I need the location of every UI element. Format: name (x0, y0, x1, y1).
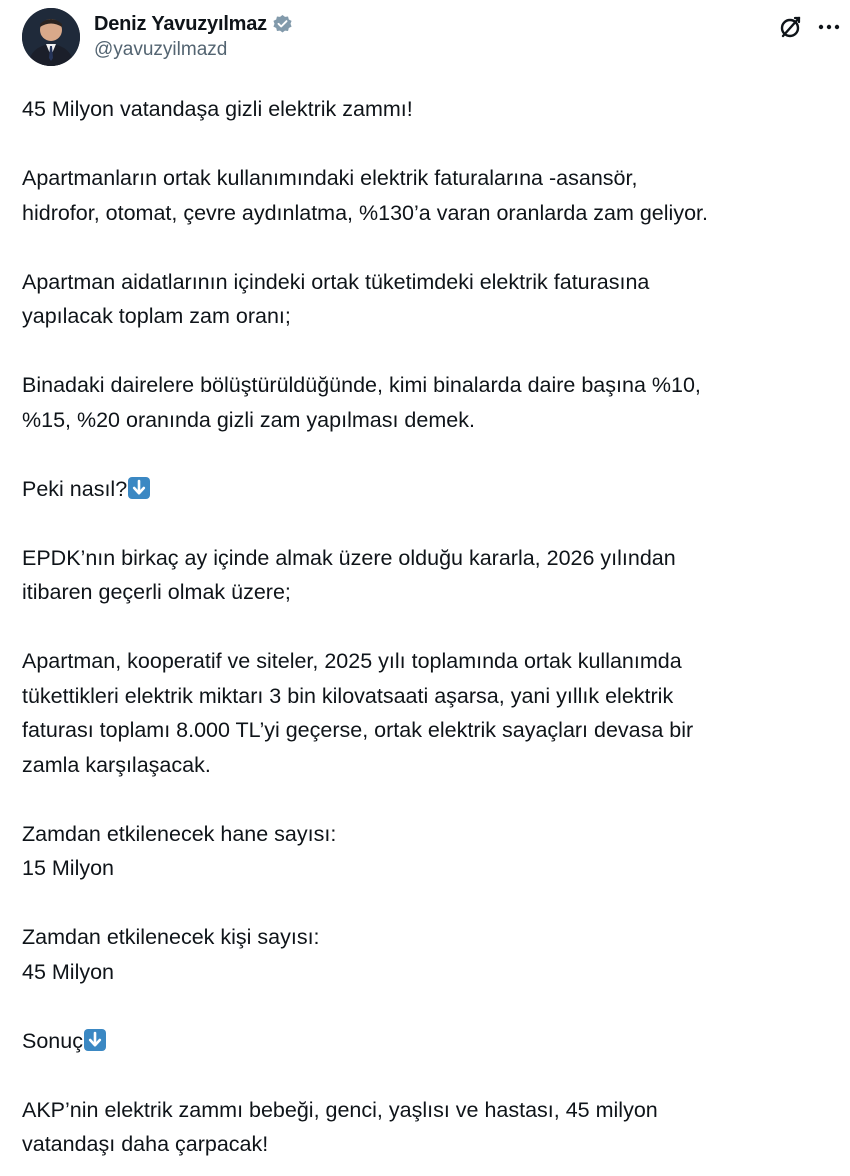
tweet-line: Zamdan etkilenecek hane sayısı: (22, 821, 337, 846)
tweet-paragraph (22, 161, 832, 230)
tweet-line: Apartman, kooperatif ve siteler, 2025 yılı toplamında ortak kullanımda (22, 649, 682, 673)
tweet-line: Apartmanların ortak kullanımındaki elektrik faturalarına -asansör, (22, 166, 638, 190)
down-arrow-emoji-icon (84, 1029, 106, 1051)
tweet-line: itibaren geçerli olmak üzere; (22, 580, 291, 604)
tweet-paragraph (22, 644, 832, 782)
tweet-paragraph (22, 541, 832, 610)
tweet-line: %15, %20 oranında gizli zam yapılması demek. (22, 407, 475, 432)
author-display-name[interactable]: Deniz Yavuzyılmaz (94, 12, 267, 35)
tweet-line: hidrofor, otomat, çevre aydınlatma, %130’a varan oranlarda zam geliyor. (22, 200, 708, 225)
tweet-header (22, 8, 828, 70)
tweet-text (22, 92, 832, 1162)
avatar[interactable] (22, 8, 80, 66)
tweet-line: tükettikleri elektrik miktarı 3 bin kilovatsaati aşarsa, yani yıllık elektrik (22, 683, 674, 708)
tweet-paragraph (22, 1093, 832, 1162)
avatar-image (22, 8, 80, 66)
tweet-paragraph (22, 1024, 832, 1059)
tweet-line: 45 Milyon (22, 959, 115, 984)
author-handle[interactable]: @yavuzyilmazd (94, 39, 228, 60)
tweet-line-with-emoji (22, 1024, 832, 1059)
tweet-paragraph (22, 472, 832, 507)
tweet-paragraph (22, 92, 832, 127)
grok-icon[interactable] (778, 14, 804, 40)
tweet-paragraph (22, 265, 832, 334)
more-options-icon[interactable] (816, 14, 842, 40)
tweet-line: AKP’nin elektrik zammı bebeği, genci, yaşlısı ve hastası, 45 milyon (22, 1097, 658, 1122)
tweet-line: zamla karşılaşacak. (22, 752, 211, 777)
tweet-line: Binadaki dairelere bölüştürüldüğünde, kimi binalarda daire başına %10, (22, 373, 701, 397)
tweet-line: Zamdan etkilenecek kişi sayısı: (22, 925, 320, 949)
verified-badge-icon (272, 14, 293, 35)
tweet-line: yapılacak toplam zam oranı; (22, 304, 291, 328)
tweet-paragraph (22, 817, 832, 886)
tweet-line-text: Peki nasıl? (22, 476, 128, 501)
tweet-line-with-emoji (22, 472, 832, 507)
tweet-line: EPDK’nın birkaç ay içinde almak üzere olduğu kararla, 2026 yılından (22, 545, 676, 570)
tweet-paragraph (22, 368, 832, 437)
tweet-line: Apartman aidatlarının içindeki ortak tüketimdeki elektrik faturasına (22, 269, 650, 294)
down-arrow-emoji-icon (128, 477, 150, 499)
tweet-line: vatandaşı daha çarpacak! (22, 1132, 269, 1156)
tweet-paragraph (22, 920, 832, 989)
tweet-line: faturası toplamı 8.000 TL’yi geçerse, ortak elektrik sayaçları devasa bir (22, 718, 694, 742)
tweet-line-text: Sonuç (22, 1028, 83, 1053)
tweet-line: 15 Milyon (22, 856, 115, 880)
tweet-line: 45 Milyon vatandaşa gizli elektrik zammı! (22, 97, 413, 121)
